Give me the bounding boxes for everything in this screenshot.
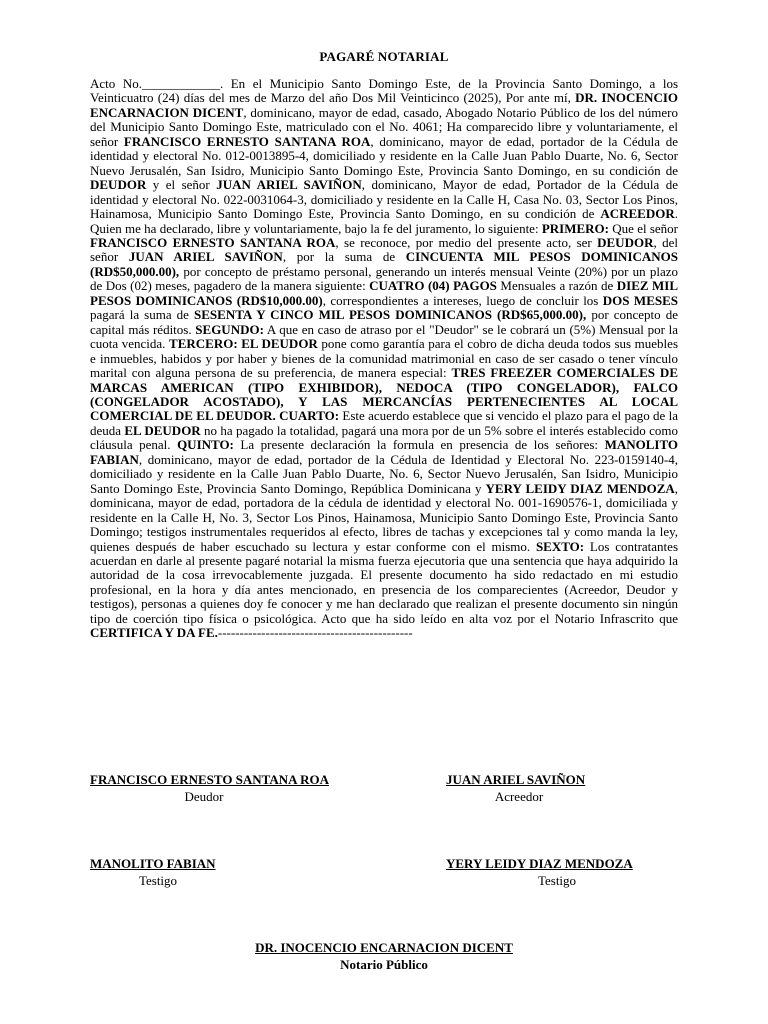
body-bold-segment: CINCUENTA MIL PESOS DOMINICANOS (RD$50,000.00), (90, 249, 679, 279)
signature-name-acreedor: JUAN ARIEL SAVIÑON (446, 772, 586, 787)
body-bold-segment: CERTIFICA Y DA FE. (90, 625, 218, 641)
document-body (90, 77, 678, 641)
body-bold-segment: YERY LEIDY DIAZ MENDOZA (485, 480, 675, 496)
body-bold-segment: DEUDOR (90, 177, 147, 193)
body-text-segment: pagará la suma de (90, 307, 195, 323)
body-text-segment: , por la suma de (282, 249, 406, 265)
body-bold-segment: TERCERO: EL DEUDOR (169, 336, 318, 352)
signature-name-deudor: FRANCISCO ERNESTO SANTANA ROA (90, 772, 329, 787)
body-bold-segment: PRIMERO: (541, 220, 609, 236)
signature-role-testigo-1: Testigo (138, 873, 178, 888)
signature-block-notario (0, 940, 768, 973)
document-title: PAGARÉ NOTARIAL (319, 49, 449, 64)
signature-block-deudor (90, 772, 370, 805)
body-text-segment: --------------------------------------------- (217, 625, 413, 641)
signature-role-notario: Notario Público (340, 957, 428, 972)
body-bold-segment: SESENTA Y CINCO MIL PESOS DOMINICANOS (RD$65,000.00), (194, 307, 587, 323)
body-text-segment: La presente declaración la formula en presencia de los señores: (233, 437, 605, 453)
body-bold-segment: DIEZ MIL PESOS DOMINICANOS (RD$10,000.00) (90, 278, 679, 308)
body-text-segment: , dominicana, mayor de edad, portadora de la cédula de identidad y electoral No. 001-1690576-1, domiciliada y residente en la Calle H, No. 3, Sector Los Pinos, Hainamosa, Municipio Santo Domingo Este, Provincia Santo Domingo; testigos instrumentales requeridos al efecto, libres de tachas y excepciones tal y como manda la ley, quienes después de haber escuchado su lectura y estar conforme con el mismo. (90, 480, 678, 554)
body-bold-segment: DOS MESES (602, 292, 678, 308)
body-text-segment: Este acuerdo establece que si vencido el plazo para el pago de la deuda (90, 408, 678, 438)
body-text-segment: , dominicano, mayor de edad, portador de la Cédula de Identidad y Electoral No. 223-0159140-4, domiciliado y residente en la Calle Juan Pablo Duarte, No. 6, Sector Nuevo Jerusalén, San Isidro, Municipio Santo Domingo Este, Provincia Santo Domingo, República Dominicana y (90, 451, 678, 496)
body-text-segment: Mensuales a razón de (496, 278, 617, 294)
body-bold-segment: JUAN ARIEL SAVIÑON (216, 177, 362, 193)
body-text-segment: , dominicano, mayor de edad, portador de la Cédula de identidad y electoral No. 012-0013895-4, domiciliado y residente en la Calle Juan Pablo Duarte, No. 6, Sector Nuevo Jerusalén, San Isidro, Municipio Santo Domingo Este, Provincia Santo Domingo, en su condición de (90, 133, 678, 178)
body-text-segment: , del señor (90, 234, 678, 265)
body-text-segment: A que en caso de atraso por el "Deudor" se le cobrará un (5%) Mensual por la cuota vencida. (90, 321, 678, 352)
body-text-segment: , dominicano, mayor de edad, casado, Abogado Notario Público de los del número del Municipio Santo Domingo Este, matriculado con el No. 4061; Ha comparecido libre y voluntariamente, el señor (90, 104, 678, 149)
body-text-segment: pone como garantía para el cobro de dicha deuda todos sus muebles e inmuebles, habidos y por haber y bienes de la comunidad matrimonial en caso de ser casado o tener vínculo marital con alguna persona de su preferencia, de manera especial: (90, 336, 678, 381)
body-bold-segment: FRANCISCO ERNESTO SANTANA ROA (90, 234, 336, 250)
body-bold-segment: EL DEUDOR (124, 422, 201, 438)
body-bold-segment: SEGUNDO: (195, 321, 264, 337)
signature-block-acreedor (446, 772, 616, 805)
body-bold-segment: DR. INOCENCIO ENCARNACION DICENT (90, 90, 679, 120)
body-text-segment: , se reconoce, por medio del presente acto, ser (335, 234, 598, 250)
body-bold-segment: MANOLITO FABIAN (90, 437, 678, 467)
body-bold-segment: CUATRO (04) PAGOS (369, 278, 497, 294)
body-bold-segment: TRES FREEZER COMERCIALES DE MARCAS AMERICAN (TIPO EXHIBIDOR), NEDOCA (TIPO CONGELADOR), FALCO (CONGELADOR ACOSTADO), Y LAS MERCANCÍAS PERTENECIENTES AL LOCAL COMERCIAL DE EL DEUDOR. CUARTO: (90, 365, 678, 424)
body-text-segment: Acto No.____________. En el Municipio Santo Domingo Este, de la Provincia Santo Domingo, a los Veinticuatro (24) días del mes de Marzo del año Dos Mil Veinticinco (2025), Por ante mí, (90, 76, 678, 106)
signature-name-notario: DR. INOCENCIO ENCARNACION DICENT (255, 940, 513, 955)
body-bold-segment: SEXTO: (535, 538, 585, 554)
body-text-segment: , dominicano, Mayor de edad, Portador de la Cédula de identidad y electoral No. 022-0031064-3, domiciliado y residente en la Calle H, Casa No. 03, Sector Los Pinos, Hainamosa, Municipio Santo Domingo Este, Provincia Santo Domingo, en su condición de (90, 177, 678, 222)
signature-name-testigo-2: YERY LEIDY DIAZ MENDOZA (446, 856, 633, 871)
body-text-segment: por concepto de capital más réditos. (90, 307, 678, 337)
body-text-segment: . Quien me ha declarado, libre y voluntariamente, bajo la fe del juramento, lo siguiente: (90, 206, 678, 236)
signature-role-acreedor: Acreedor (494, 789, 544, 804)
signature-block-testigo-2 (446, 856, 676, 889)
signature-block-testigo-1 (90, 856, 240, 889)
body-text-segment: , correspondientes a intereses, luego de concluir los (322, 292, 603, 308)
body-text-segment: Los contratantes acuerdan en darle al presente pagaré notarial la misma fuerza ejecutoria que una sentencia que haya adquirido la autoridad de la cosa irrevocablemente juzgada. El presente documento ha sido redactado en mi estudio profesional, en la hora y día antes mencionado, en presencia de los comparecientes (Acreedor, Deudor y testigos), personas a quienes doy fe conocer y me han declarado que realizan el presente documento sin ningún tipo de coerción tipo física o psicológica. Acto que ha sido leído en alta voz por el Notario Infrascrito que (90, 538, 679, 626)
body-bold-segment: JUAN ARIEL SAVIÑON (128, 249, 283, 265)
body-text-segment: Que el señor (609, 220, 678, 236)
body-bold-segment: FRANCISCO ERNESTO SANTANA ROA (123, 133, 371, 149)
signature-role-testigo-2: Testigo (537, 873, 577, 888)
body-text-segment: y el señor (146, 177, 217, 193)
signature-role-deudor: Deudor (184, 789, 224, 804)
body-bold-segment: ACREEDOR (600, 206, 675, 222)
body-bold-segment: QUINTO: (177, 437, 234, 453)
body-text-segment: por concepto de préstamo personal, generando un interés mensual Veinte (20%) por un plazo de Dos (02) meses, pagadero de la manera siguiente: (90, 263, 678, 294)
body-text-segment: no ha pagado la totalidad, pagará una mora por de un 5% sobre el interés establecido como cláusula penal. (90, 422, 679, 453)
signature-name-testigo-1: MANOLITO FABIAN (90, 856, 216, 871)
body-bold-segment: DEUDOR (597, 234, 654, 250)
